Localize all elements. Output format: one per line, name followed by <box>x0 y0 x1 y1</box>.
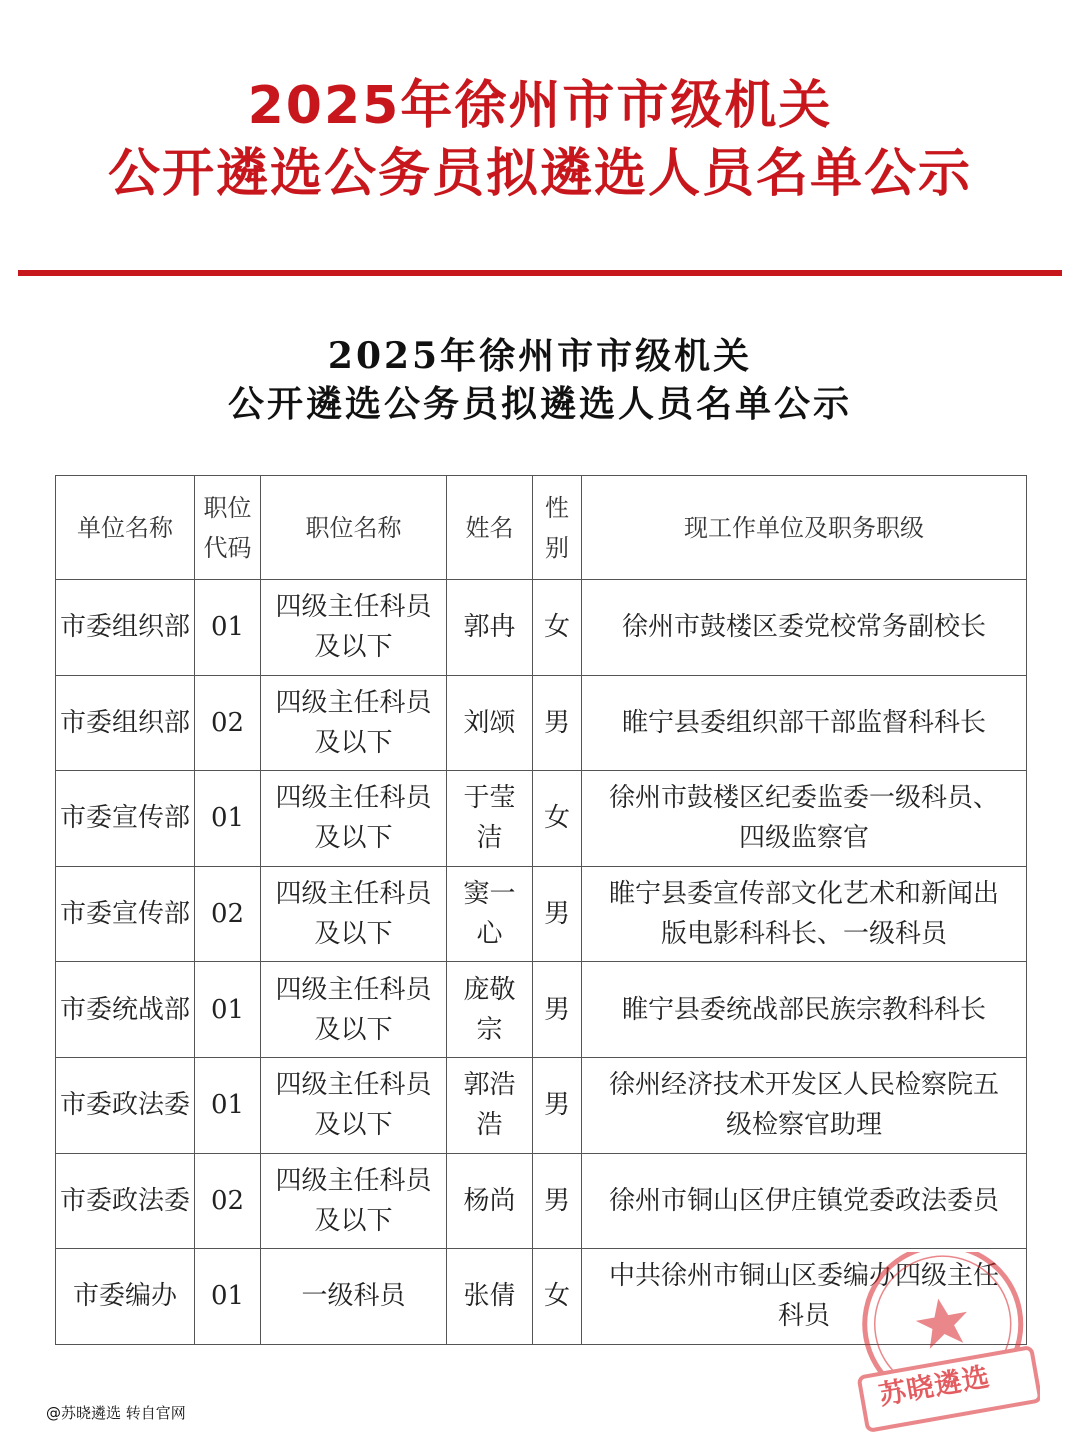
cell-unit <box>56 580 195 676</box>
cell-gender <box>533 962 582 1058</box>
cell-code <box>195 866 261 962</box>
current-line2: 四级监察官 <box>738 823 869 854</box>
gender-text: 男 <box>543 1185 570 1216</box>
header-name: 姓名 <box>447 476 533 580</box>
gender-text: 男 <box>543 994 570 1025</box>
table-row <box>56 962 1027 1058</box>
position-line1: 一级科员 <box>301 1281 406 1312</box>
cell-position <box>261 675 447 771</box>
banner-title-line1: 2025年徐州市市级机关 <box>247 76 833 136</box>
gender-text: 男 <box>543 1090 570 1121</box>
header-code-line1: 职位 <box>203 493 252 522</box>
header-unit: 单位名称 <box>56 476 195 580</box>
cell-current <box>582 675 1027 771</box>
name-text: 于莹洁 <box>463 783 516 854</box>
cell-name <box>447 1057 533 1153</box>
name-text: 郭冉 <box>463 612 516 643</box>
cell-position <box>261 1057 447 1153</box>
cell-current <box>582 1057 1027 1153</box>
current-line1: 徐州市鼓楼区纪委监委一级科员、 <box>608 783 999 814</box>
unit-text: 市委组织部 <box>60 707 191 738</box>
footer-credit: @苏晓遴选 转自官网 <box>46 1404 186 1422</box>
cell-name <box>447 962 533 1058</box>
cell-current <box>582 1153 1027 1249</box>
cell-position <box>261 580 447 676</box>
position-line2: 及以下 <box>314 1110 393 1141</box>
header-position: 职位名称 <box>261 476 447 580</box>
unit-text: 市委组织部 <box>60 612 191 643</box>
code-text: 01 <box>210 1090 245 1121</box>
position-line2: 及以下 <box>314 632 393 663</box>
position-line1: 四级主任科员 <box>275 1165 432 1196</box>
position-line2: 及以下 <box>314 1014 393 1045</box>
current-line1: 中共徐州市铜山区委编办四级主任 <box>608 1261 999 1292</box>
cell-name <box>447 1249 533 1345</box>
name-text: 庞敬宗 <box>463 974 516 1045</box>
cell-position <box>261 771 447 867</box>
cell-name <box>447 675 533 771</box>
unit-text: 市委政法委 <box>60 1090 191 1121</box>
code-text: 01 <box>210 803 245 834</box>
cell-unit <box>56 1153 195 1249</box>
cell-unit <box>56 1057 195 1153</box>
header-gender <box>533 476 582 580</box>
cell-name <box>447 771 533 867</box>
table-row <box>56 866 1027 962</box>
seal-stamp <box>835 1252 1040 1442</box>
table-body <box>56 580 1027 1345</box>
unit-text: 市委政法委 <box>60 1185 191 1216</box>
unit-text: 市委统战部 <box>60 994 191 1025</box>
code-text: 01 <box>210 994 245 1025</box>
name-text: 郭浩浩 <box>463 1070 516 1141</box>
star-icon <box>913 1294 973 1350</box>
gender-text: 男 <box>543 707 570 738</box>
code-text: 02 <box>210 1185 245 1216</box>
cell-gender <box>533 866 582 962</box>
document-title-line1: 2025年徐州市市级机关 <box>327 335 753 377</box>
cell-name <box>447 866 533 962</box>
banner-title-line2: 公开遴选公务员拟遴选人员名单公示 <box>107 144 972 204</box>
current-line1: 睢宁县委统战部民族宗教科科长 <box>621 994 986 1025</box>
position-line1: 四级主任科员 <box>275 783 432 814</box>
cell-current <box>582 866 1027 962</box>
stamp-label: 苏晓遴选 <box>876 1361 993 1412</box>
cell-code <box>195 1057 261 1153</box>
current-line2: 版电影科科长、一级科员 <box>660 919 947 950</box>
current-line1: 睢宁县委组织部干部监督科科长 <box>621 707 986 738</box>
gender-text: 男 <box>543 899 570 930</box>
cell-code <box>195 771 261 867</box>
cell-position <box>261 1249 447 1345</box>
cell-unit <box>56 771 195 867</box>
name-text: 杨尚 <box>463 1185 516 1216</box>
position-line2: 及以下 <box>314 919 393 950</box>
header-current: 现工作单位及职务职级 <box>582 476 1027 580</box>
cell-code <box>195 675 261 771</box>
divider-rule <box>18 270 1062 276</box>
cell-unit <box>56 1249 195 1345</box>
name-text: 窦一心 <box>463 879 516 950</box>
table-row <box>56 1153 1027 1249</box>
cell-name <box>447 1153 533 1249</box>
position-line1: 四级主任科员 <box>275 879 432 910</box>
cell-gender <box>533 771 582 867</box>
cell-current <box>582 771 1027 867</box>
position-line2: 及以下 <box>314 823 393 854</box>
code-text: 01 <box>210 612 245 643</box>
cell-current <box>582 580 1027 676</box>
unit-text: 市委编办 <box>72 1281 177 1312</box>
header-code-line2: 代码 <box>203 533 252 562</box>
table-row <box>56 675 1027 771</box>
cell-code <box>195 1249 261 1345</box>
position-line1: 四级主任科员 <box>275 592 432 623</box>
cell-position <box>261 1153 447 1249</box>
document-title-line2: 公开遴选公务员拟遴选人员名单公示 <box>227 383 852 425</box>
unit-text: 市委宣传部 <box>60 899 191 930</box>
cell-gender <box>533 1249 582 1345</box>
gender-text: 女 <box>543 803 570 834</box>
cell-gender <box>533 1153 582 1249</box>
cell-current <box>582 962 1027 1058</box>
position-line1: 四级主任科员 <box>275 687 432 718</box>
position-line1: 四级主任科员 <box>275 1070 432 1101</box>
current-line2: 级检察官助理 <box>725 1110 882 1141</box>
gender-text: 女 <box>543 612 570 643</box>
code-text: 01 <box>210 1281 245 1312</box>
cell-unit <box>56 866 195 962</box>
unit-text: 市委宣传部 <box>60 803 191 834</box>
gender-text: 女 <box>543 1281 570 1312</box>
header-gender-line2: 别 <box>545 533 569 562</box>
header-gender-line1: 性 <box>545 493 569 522</box>
cell-gender <box>533 1057 582 1153</box>
cell-code <box>195 1153 261 1249</box>
roster-table <box>55 475 1027 1345</box>
cell-code <box>195 580 261 676</box>
code-text: 02 <box>210 899 245 930</box>
position-line2: 及以下 <box>314 727 393 758</box>
cell-position <box>261 866 447 962</box>
cell-unit <box>56 675 195 771</box>
cell-unit <box>56 962 195 1058</box>
cell-position <box>261 962 447 1058</box>
cell-gender <box>533 580 582 676</box>
cell-code <box>195 962 261 1058</box>
name-text: 刘颂 <box>463 707 516 738</box>
table-row <box>56 580 1027 676</box>
cell-name <box>447 580 533 676</box>
current-line1: 睢宁县委宣传部文化艺术和新闻出 <box>608 879 999 910</box>
position-line2: 及以下 <box>314 1205 393 1236</box>
cell-gender <box>533 675 582 771</box>
current-line1: 徐州市鼓楼区委党校常务副校长 <box>621 612 986 643</box>
current-line1: 徐州市铜山区伊庄镇党委政法委员 <box>608 1185 999 1216</box>
current-line2: 科员 <box>777 1301 830 1332</box>
table-row <box>56 1057 1027 1153</box>
table-header-row <box>56 476 1027 580</box>
position-line1: 四级主任科员 <box>275 974 432 1005</box>
code-text: 02 <box>210 707 245 738</box>
table-row <box>56 771 1027 867</box>
name-text: 张倩 <box>463 1281 516 1312</box>
header-code <box>195 476 261 580</box>
current-line1: 徐州经济技术开发区人民检察院五 <box>608 1070 999 1101</box>
